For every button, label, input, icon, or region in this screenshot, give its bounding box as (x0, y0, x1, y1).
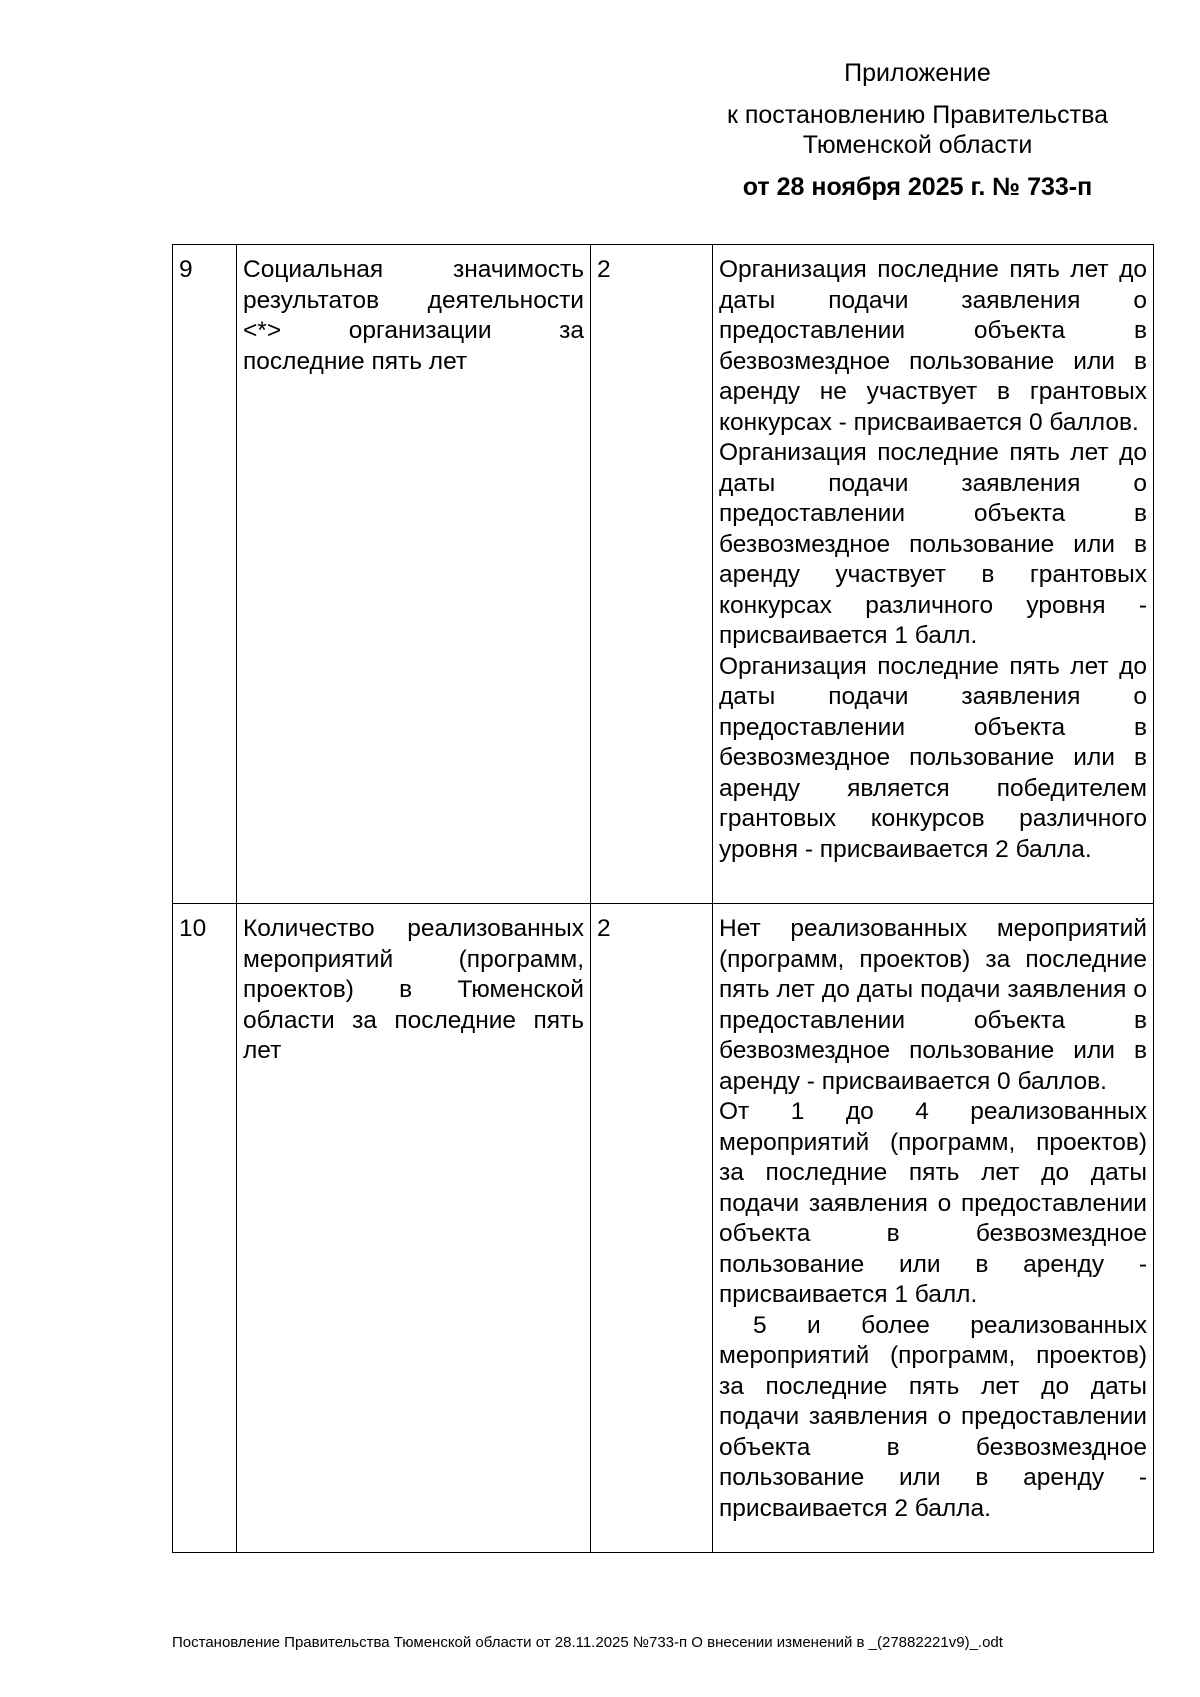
criteria-table (172, 244, 1154, 1553)
scoring-description (713, 245, 1154, 904)
criterion-name: Количество реализованных мероприятий (программ, проектов) в Тюменской области за последние пять лет (237, 904, 591, 1553)
row-number: 9 (173, 245, 237, 904)
scoring-rule: Организация последние пять лет до даты подачи заявления о предоставлении объекта в безвозмездное пользование или в аренду не участвует в грантовых конкурсах - присваивается 0 баллов. (719, 256, 1147, 436)
appendix-region: Тюменской области (802, 131, 1033, 159)
scoring-rule: Организация последние пять лет до даты подачи заявления о предоставлении объекта в безвозмездное пользование или в аренду является победителем грантовых конкурсов различного уровня - присваивается 2 балла. (719, 652, 1147, 863)
table-row (173, 904, 1154, 1553)
scoring-rule: Организация последние пять лет до даты подачи заявления о предоставлении объекта в безвозмездное пользование или в аренду участвует в грантовых конкурсах различного уровня - присваивается 1 балл. (719, 439, 1147, 649)
scoring-rule: От 1 до 4 реализованных мероприятий (программ, проектов) за последние пять лет до даты подачи заявления о предоставлении объекта в безвозмездное пользование или в аренду - присваивается 1 балл. (719, 1098, 1147, 1308)
appendix-title: Приложение (844, 59, 991, 87)
scoring-rule: 5 и более реализованных мероприятий (программ, проектов) за последние пять лет до даты подачи заявления о предоставлении объекта в безвозмездное пользование или в аренду - присваивается 2 балла. (719, 1311, 1147, 1522)
table-row (173, 245, 1154, 904)
scoring-description (713, 904, 1154, 1553)
criterion-name: Социальная значимость результатов деятельности <*> организации за последние пять лет (237, 245, 591, 904)
appendix-to-decree: к постановлению Правительства (726, 101, 1108, 129)
max-score: 2 (591, 904, 713, 1553)
decree-date-number: от 28 ноября 2025 г. № 733-п (742, 173, 1093, 201)
max-score: 2 (591, 245, 713, 904)
scoring-rule: Нет реализованных мероприятий (программ, проектов) за последние пять лет до даты подачи заявления о предоставлении объекта в безвозмездное пользование или в аренду - присваивается 0 баллов. (719, 915, 1147, 1095)
document-footer: Постановление Правительства Тюменской области от 28.11.2025 №733-п О внесении изменений в _(27882221v9)_.odt (172, 1634, 1003, 1651)
row-number: 10 (173, 904, 237, 1553)
